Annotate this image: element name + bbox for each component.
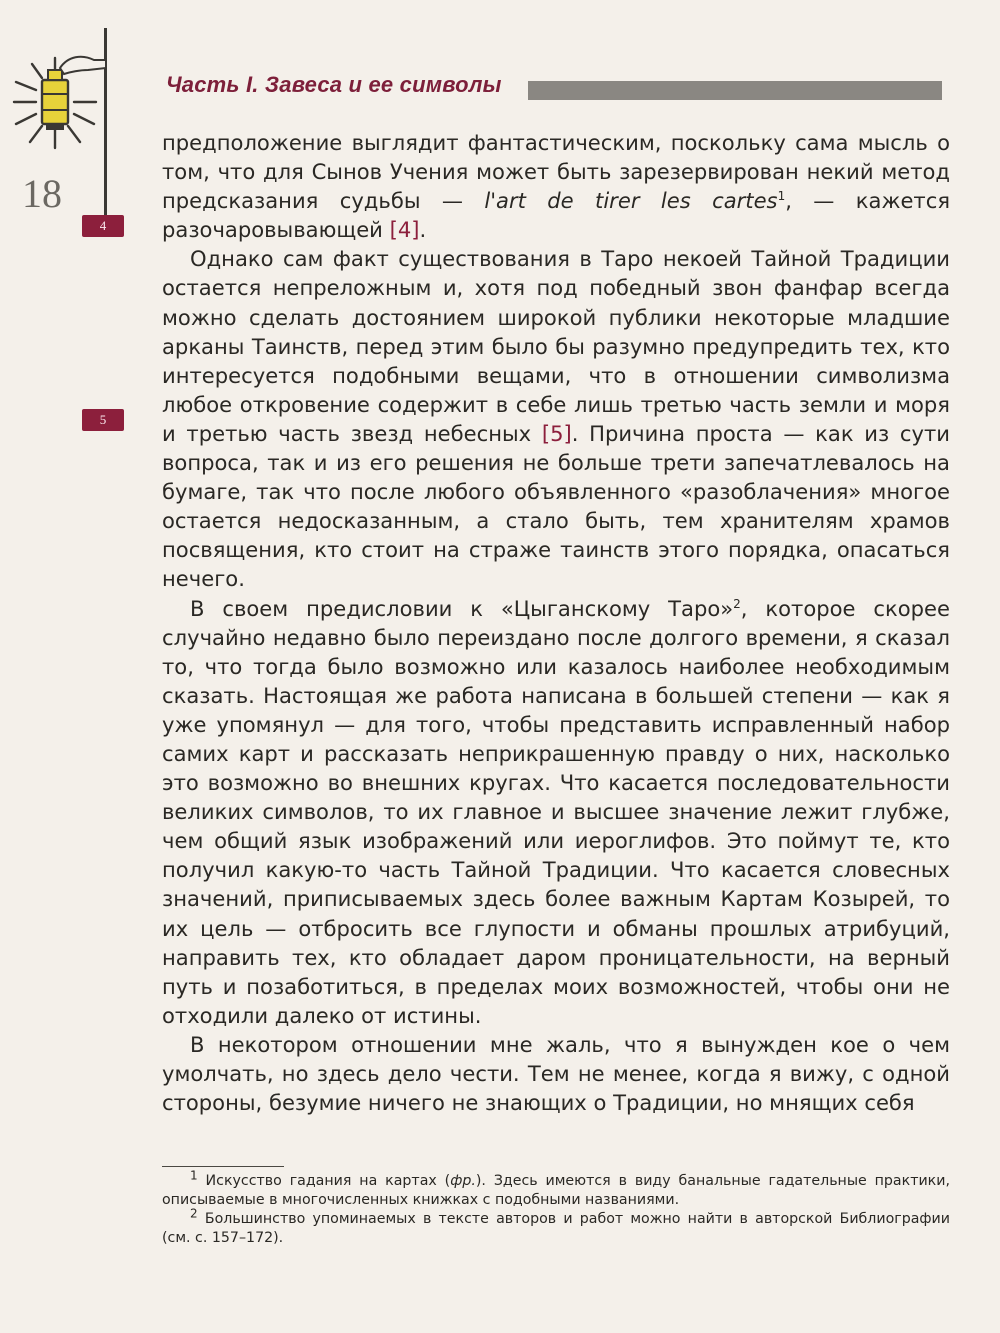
header-decorative-bar [528, 81, 942, 100]
footnote-ref-2: 2 [733, 596, 741, 611]
citation-ref-5: [5] [541, 420, 572, 446]
footnote-2 [162, 1206, 950, 1248]
footnote-1 [162, 1168, 950, 1210]
paragraph-3-text-a: В своем предисловии к «Цыганскому Таро» [190, 595, 734, 621]
footnote-ref-1: 1 [777, 189, 786, 204]
footnote-rule [162, 1166, 284, 1167]
chapter-header-title: Часть I. Завеса и ее символы [166, 72, 502, 97]
paragraph-3 [162, 594, 950, 1030]
paragraph-2-text-b: . Причина проста — как из сути вопроса, так и из его решения не больше трети запечатлевалось на бумаге, так что после любого объявленного «разоблачения» многое остается недосказанным, а стало быть, тем хранителям храмов посвящения, кто стоит на страже таинств этого порядка, опасаться нечего. [162, 420, 950, 592]
page-number: 18 [22, 171, 62, 216]
citation-ref-4: [4] [389, 217, 420, 243]
footnote-1-text-a: Искусство гадания на картах ( [197, 1173, 451, 1189]
footnote-1-text-b: ). Здесь имеются в виду банальные гадательные практики, описываемые в многочисленных книжках с подобными названиями. [162, 1173, 950, 1208]
margin-marker-4: 4 [82, 215, 124, 237]
lamp-icon [8, 44, 114, 154]
footnote-1-number: 1 [190, 1168, 198, 1183]
paragraph-1-text-b: , — кажется разочаровывающей [162, 188, 951, 243]
body-text [162, 128, 950, 1117]
footnote-2-number: 2 [190, 1206, 198, 1221]
footnotes [162, 1168, 950, 1248]
paragraph-4: В некотором отношении мне жаль, что я вынужден кое о чем умолчать, но здесь дело чести. Тем не менее, когда я вижу, с одной стороны, безумие ничего не знающих о Традиции, но мнящих себя [162, 1031, 950, 1116]
paragraph-1 [162, 128, 950, 244]
paragraph-3-text-b: , которое скорее случайно недавно было переиздано после долгого времени, я сказал то, что тогда было возможно или казалось наиболее необходимым сказать. Настоящая же работа написана в большей степени — как я уже упомянул — для того, чтобы представить исправленный набор самих карт и рассказать неприкрашенную правду о них, насколько это возможно во внешних кругах. Что касается последовательности великих символов, то их главное и высшее значение лежит глубже, чем общий язык изображений или иероглифов. Это поймут те, кто получил какую-то часть Тайной Традиции. Что касается словесных значений, приписываемых здесь более важным Картам Козырей, то их цель — отбросить все глупости и обманы прошлых атрибуций, направить тех, кто обладает даром проницательности, на верный путь и позаботиться, в пределах моих возможностей, чтобы они не отходили далеко от истины. [162, 595, 950, 1028]
paragraph-1-italic: l'art de tirer les cartes [484, 188, 778, 214]
margin-marker-5: 5 [82, 409, 124, 431]
footnote-2-text: Большинство упоминаемых в тексте авторов и работ можно найти в авторской Библиографии (см. с. 157–172). [162, 1211, 950, 1246]
paragraph-1-text-c: . [419, 217, 427, 243]
paragraph-2 [162, 244, 950, 593]
paragraph-1-text-a: предположение выглядит фантастическим, поскольку сама мысль о том, что для Сынов Учения может быть зарезервирован некий метод предсказания судьбы — [162, 130, 950, 214]
footnote-1-italic: фр. [450, 1173, 476, 1189]
paragraph-2-text-a: Однако сам факт существования в Таро некоей Тайной Традиции остается непреложным и, хотя под победный звон фанфар всегда можно сделать достоянием широкой публики некоторые младшие арканы Таинств, перед этим было бы разумно предупредить тех, кто интересуется подобными вещами, что в отношении символизма любое откровение содержит в себе лишь третью часть земли и моря и третью часть звезд небесных [162, 246, 950, 446]
